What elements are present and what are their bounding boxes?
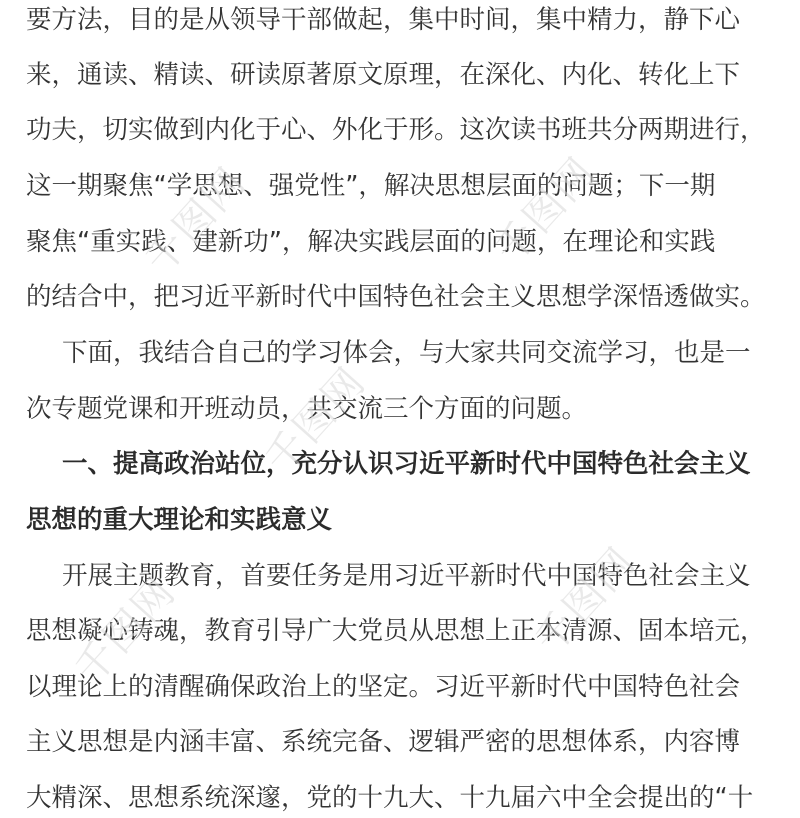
paragraph-first-line: 下面，我结合自己的学习体会，与大家共同交流学习，也是一 [62,338,751,368]
text-line: 以理论上的清醒确保政治上的坚定。习近平新时代中国特色社会 [26,672,741,702]
text-line: 主义思想是内涵丰富、系统完备、逻辑严密的思想体系，内容博 [26,727,741,757]
text-line: 次专题党课和开班动员，共交流三个方面的问题。 [26,394,588,424]
text-line: 大精深、思想系统深邃，党的十九大、十九届六中全会提出的“十 [26,783,754,813]
watermark: 千图网 [526,538,645,664]
text-line: 思想凝心铸魂，教育引导广大党员从思想上正本清源、固本培元， [26,616,766,646]
watermark: 千图网 [136,158,255,284]
text-line: 的结合中，把习近平新时代中国特色社会主义思想学深悟透做实。 [26,282,766,312]
text-line: 要方法，目的是从领导干部做起，集中时间，集中精力，静下心 [26,5,741,35]
text-line: 聚焦“重实践、建新功”，解决实践层面的问题，在理论和实践 [26,227,716,257]
paragraph-first-line: 开展主题教育，首要任务是用习近平新时代中国特色社会主义 [62,561,751,591]
section-heading-continued: 思想的重大理论和实践意义 [26,505,333,535]
watermark: 千图网 [256,358,375,484]
text-line: 这一期聚焦“学思想、强党性”，解决思想层面的问题；下一期 [26,171,716,201]
text-line: 功夫，切实做到内化于心、外化于形。这次读书班共分两期进行， [26,115,766,145]
watermark: 千图网 [66,568,185,694]
section-heading: 一、提高政治站位，充分认识习近平新时代中国特色社会主义 [62,449,751,479]
watermark: 千图网 [486,148,605,274]
text-line: 来，通读、精读、研读原著原文原理，在深化、内化、转化上下 [26,60,741,90]
